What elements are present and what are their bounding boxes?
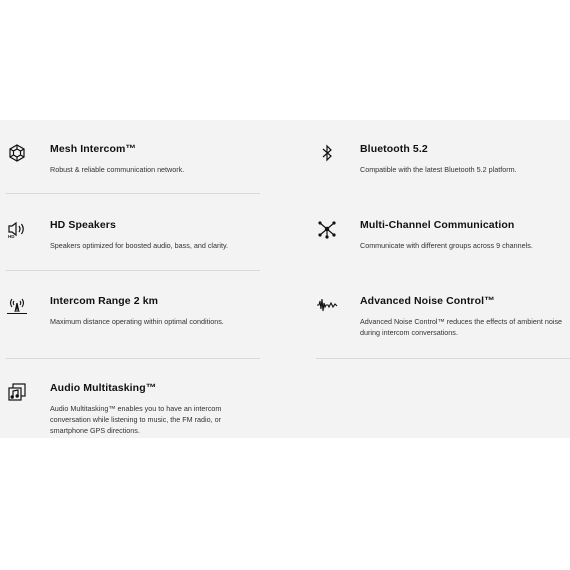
bluetooth-icon — [316, 142, 338, 164]
feature-description: Compatible with the latest Bluetooth 5.2 platform. — [360, 165, 517, 174]
feature-title: Bluetooth 5.2 — [360, 143, 428, 155]
multi-channel-icon — [316, 218, 338, 240]
feature-description: Robust & reliable communication network. — [50, 165, 185, 174]
mesh-network-icon — [6, 142, 28, 164]
feature-description: Audio Multitasking™ enables you to have an intercom conversation while listening to music, the FM radio, or smartphone GPS directions. — [50, 404, 222, 435]
feature-description: Communicate with different groups across 9 channels. — [360, 241, 533, 250]
divider — [6, 270, 260, 271]
divider — [6, 193, 260, 194]
feature-title: Advanced Noise Control™ — [360, 295, 495, 307]
feature-description: Maximum distance operating within optimal conditions. — [50, 317, 224, 326]
feature-description: Advanced Noise Control™ reduces the effects of ambient noise during intercom conversations. — [360, 317, 563, 337]
divider — [6, 358, 260, 359]
features-panel — [0, 120, 570, 438]
feature-title: Mesh Intercom™ — [50, 143, 136, 155]
feature-description: Speakers optimized for boosted audio, bass, and clarity. — [50, 241, 229, 250]
feature-title: HD Speakers — [50, 219, 116, 231]
multitasking-icon — [6, 381, 28, 403]
feature-title: Multi-Channel Communication — [360, 219, 515, 231]
divider — [316, 358, 570, 359]
feature-title: Audio Multitasking™ — [50, 382, 157, 394]
waveform-icon — [316, 294, 338, 316]
hd-badge: HD — [8, 234, 15, 239]
antenna-range-icon — [6, 294, 28, 316]
feature-title: Intercom Range 2 km — [50, 295, 159, 307]
